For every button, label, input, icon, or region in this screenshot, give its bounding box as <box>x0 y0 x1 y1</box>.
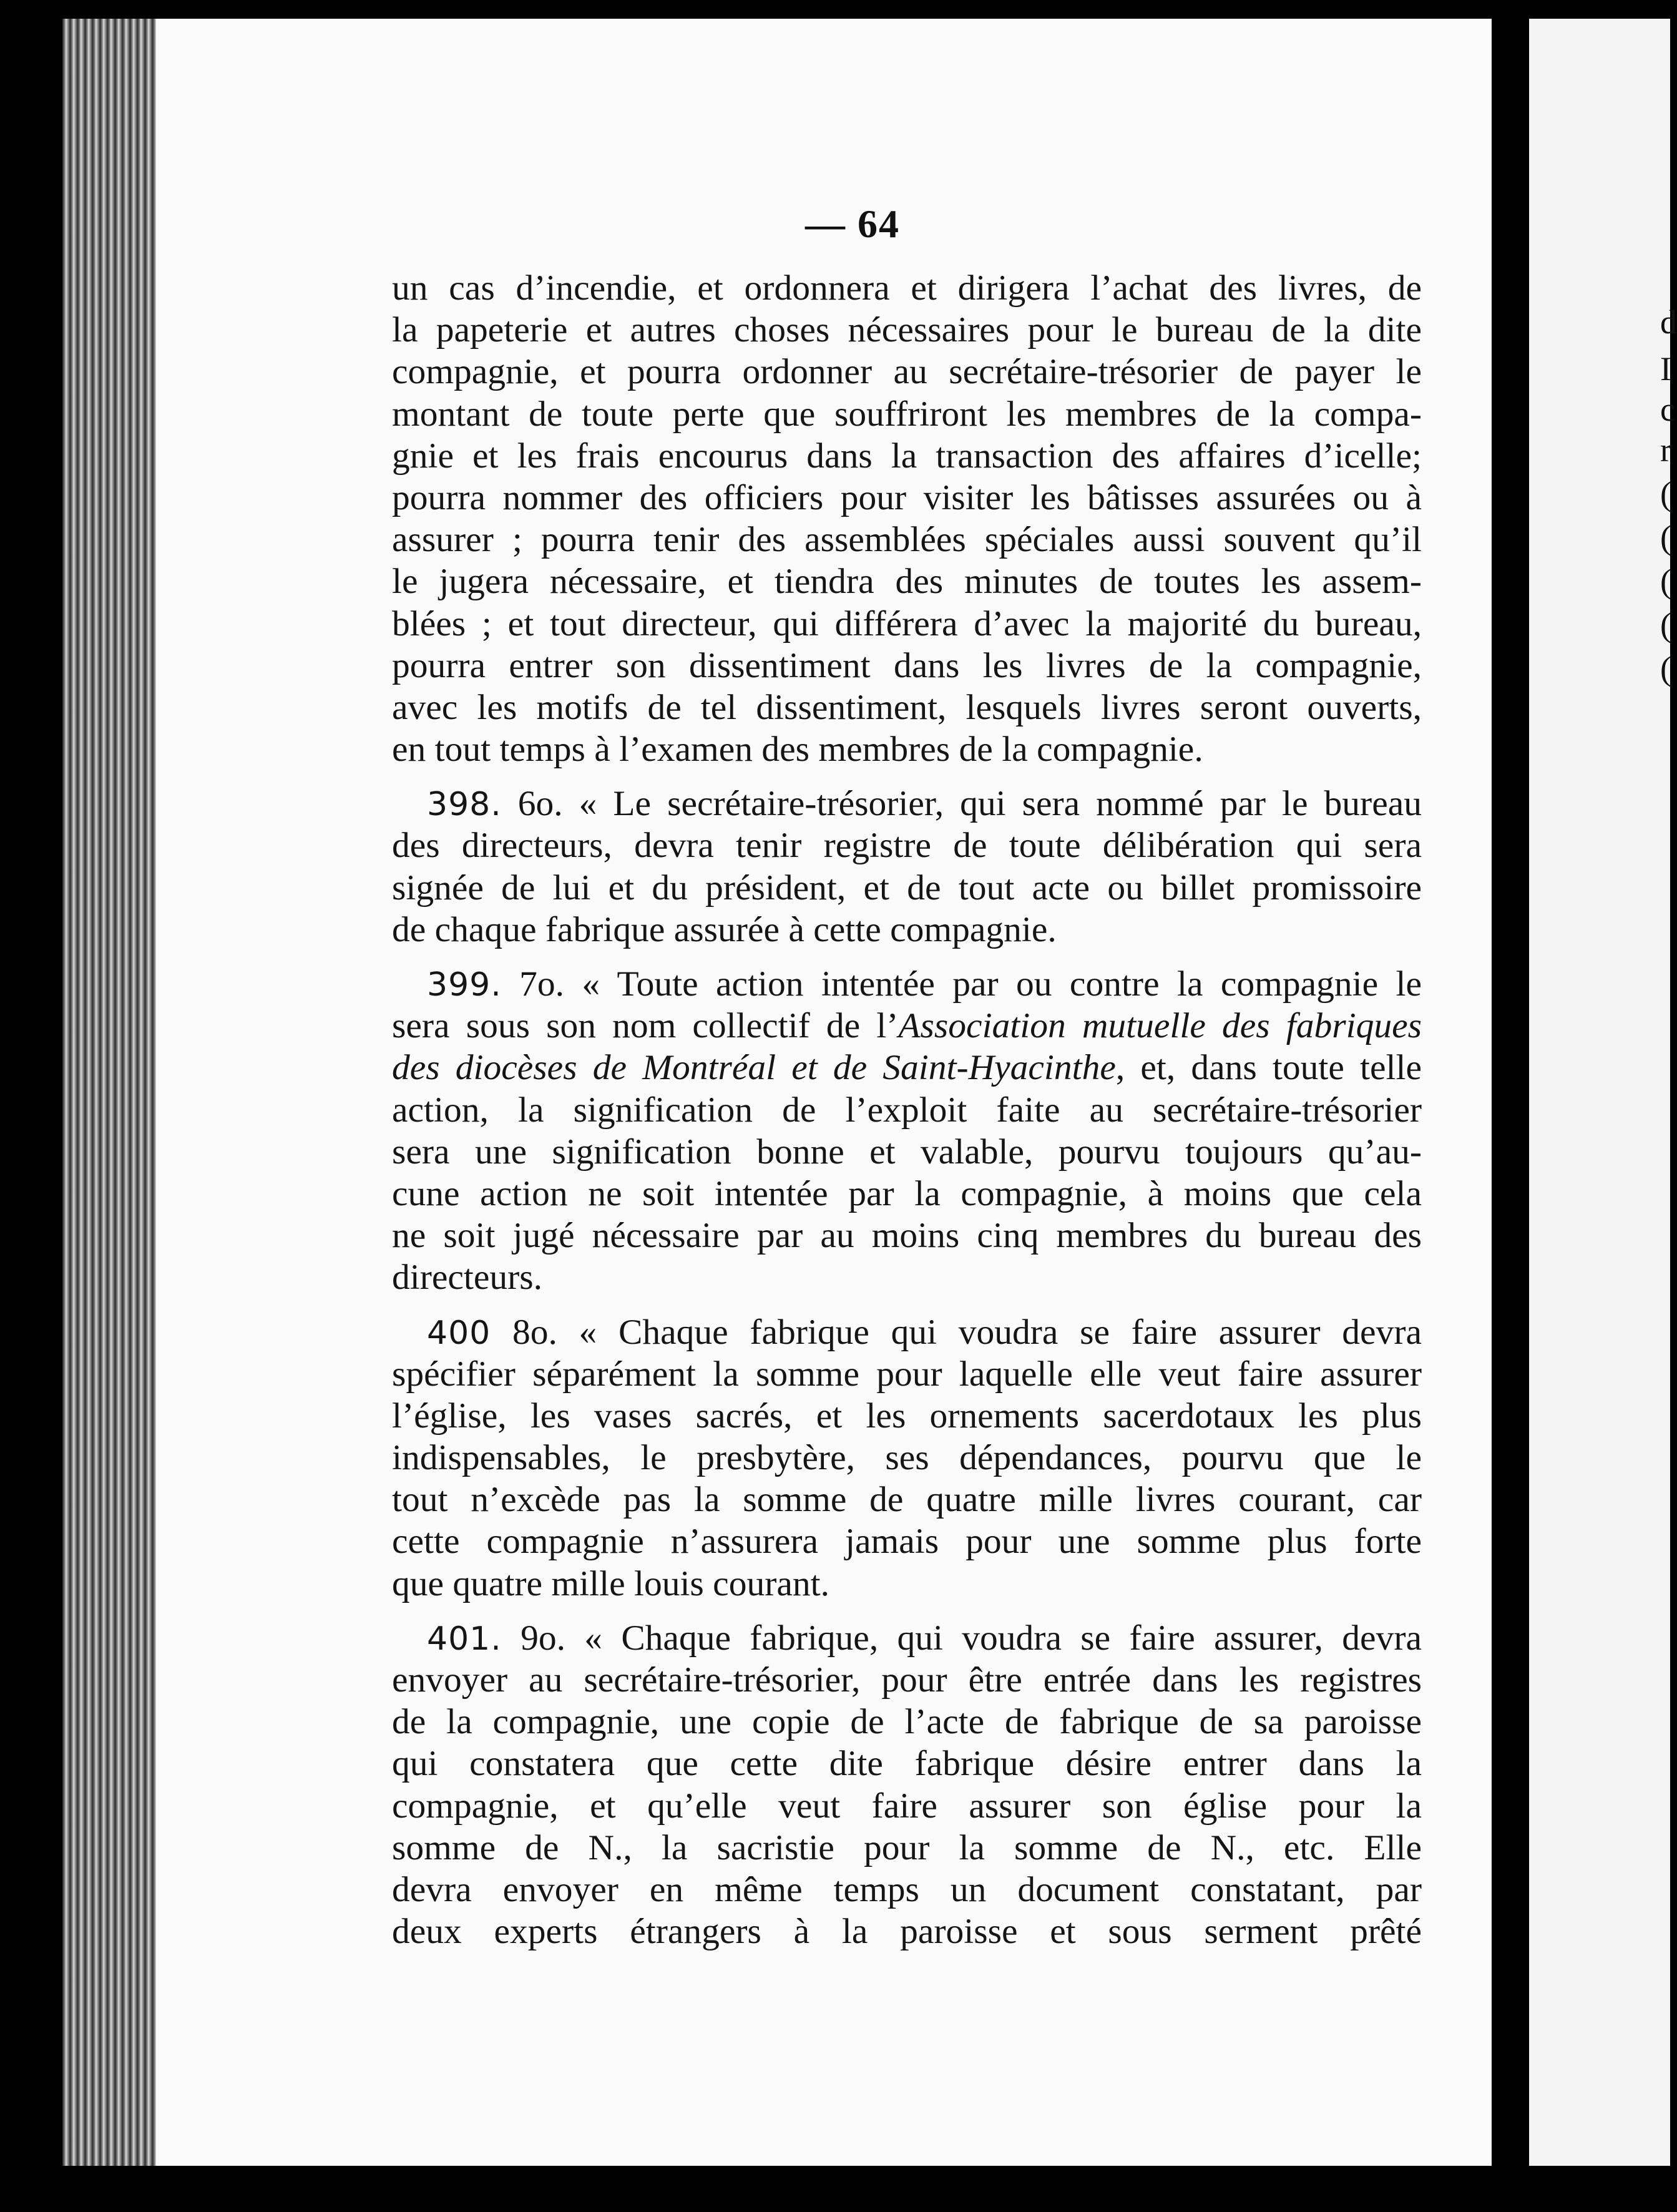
text-line: ne soit jugé nécessaire par au moins cinq membres du bureau des <box>392 1216 1422 1256</box>
text-line: directeurs. <box>392 1258 543 1298</box>
text-line: qui constatera que cette dite fabrique désire entrer dans la <box>392 1744 1422 1784</box>
text-line: compagnie, et pourra ordonner au secrétaire-trésorier de payer le <box>392 352 1422 392</box>
text-line: la papeterie et autres choses nécessaires pour le bureau de la dite <box>392 310 1422 350</box>
paragraph-400-first-line <box>392 1311 1422 1353</box>
text-line: de chaque fabrique assurée à cette compagnie. <box>392 909 1057 949</box>
text-line: que quatre mille louis courant. <box>392 1564 829 1603</box>
paragraph-number: 399. <box>427 966 502 1004</box>
text-line: sera une signification bonne et valable, pourvu toujours qu’au- <box>392 1132 1422 1172</box>
text-line: compagnie, et qu’elle veut faire assurer son église pour la <box>392 1786 1422 1826</box>
paragraph-text: 9o. « Chaque fabrique, qui voudra se faire assurer, devra <box>501 1618 1422 1658</box>
text-line: avec les motifs de tel dissentiment, lesquels livres seront ouverts, <box>392 687 1422 727</box>
facing-page-glyph: ( <box>1660 475 1671 512</box>
text-line: assurer ; pourra tenir des assemblées spéciales aussi souvent qu’il <box>392 520 1422 560</box>
text-line: envoyer au secrétaire-trésorier, pour être entrée dans les registres <box>392 1660 1422 1700</box>
facing-page-glyph: ( <box>1660 519 1671 556</box>
text-line: action, la signification de l’exploit faite au secrétaire-trésorier <box>392 1090 1422 1130</box>
facing-page-edge <box>1529 19 1677 2166</box>
text-line: en tout temps à l’examen des membres de la compagnie. <box>392 730 1203 770</box>
paragraph-number: 400 <box>427 1314 491 1352</box>
text-line: blées ; et tout directeur, qui différera d’avec la majorité du bureau, <box>392 604 1422 644</box>
text-line: gnie et les frais encourus dans la transaction des affaires d’icelle; <box>392 436 1422 476</box>
paragraph-number: 398. <box>427 786 502 824</box>
paragraph-399-first-line <box>392 963 1422 1005</box>
book-gutter <box>1495 19 1526 2166</box>
body-text <box>392 267 1422 1952</box>
text-line: devra envoyer en même temps un document constatant, par <box>392 1869 1422 1909</box>
text-line: spécifier séparément la somme pour laquelle elle veut faire assurer <box>392 1354 1422 1394</box>
paragraph-number: 401. <box>427 1620 502 1658</box>
text-line: signée de lui et du président, et de tout acte ou billet promissoire <box>392 868 1422 908</box>
paragraph-401-first-line <box>392 1617 1422 1659</box>
book-page-edges <box>62 19 162 2166</box>
text-line: indispensables, le presbytère, ses dépendances, pourvu que le <box>392 1438 1422 1478</box>
text-line: de la compagnie, une copie de l’acte de fabrique de sa paroisse <box>392 1702 1422 1742</box>
text-segment: sera sous son nom collectif de l’ <box>392 1006 899 1046</box>
facing-page-glyph: c <box>1660 391 1675 428</box>
text-line: un cas d’incendie, et ordonnera et dirigera l’achat des livres, de <box>392 268 1422 308</box>
paragraph-398-first-line <box>392 783 1422 825</box>
facing-page-glyph: ( <box>1660 606 1671 644</box>
text-segment: , et, dans toute telle <box>1115 1048 1422 1088</box>
italic-text-segment: Association mutuelle des fabriques <box>898 1006 1422 1046</box>
text-line: l’église, les vases sacrés, et les ornements sacerdotaux les plus <box>392 1396 1422 1436</box>
text-line: des directeurs, devra tenir registre de toute délibération qui sera <box>392 826 1422 866</box>
text-line: pourra nommer des officiers pour visiter les bâtisses assurées ou à <box>392 477 1422 517</box>
text-line: pourra entrer son dissentiment dans les livres de la compagnie, <box>392 645 1422 685</box>
text-line: somme de N., la sacristie pour la somme de N., etc. Elle <box>392 1828 1422 1867</box>
facing-page-glyph: I <box>1660 350 1671 388</box>
text-line: tout n’excède pas la somme de quatre mille livres courant, car <box>392 1480 1422 1520</box>
text-line: le jugera nécessaire, et tiendra des minutes de toutes les assem- <box>392 562 1422 602</box>
facing-page-glyph: ( <box>1660 650 1671 687</box>
italic-text-segment: des diocèses de Montréal et de Saint-Hyacinthe <box>392 1048 1116 1088</box>
page-number: — 64 <box>805 202 900 246</box>
facing-page-glyph: ( <box>1660 562 1671 600</box>
paragraph-text: 8o. « Chaque fabrique qui voudra se faire assurer devra <box>491 1312 1422 1352</box>
facing-page-glyph: d <box>1660 303 1677 341</box>
text-line: montant de toute perte que souffriront les membres de la compa- <box>392 394 1422 434</box>
paragraph-text: 6o. « Le secrétaire-trésorier, qui sera nommé par le bureau <box>501 784 1422 824</box>
facing-page-glyph: r <box>1660 431 1671 469</box>
text-line: cette compagnie n’assurera jamais pour une somme plus forte <box>392 1522 1422 1562</box>
text-line: cune action ne soit intentée par la compagnie, à moins que cela <box>392 1173 1422 1213</box>
paragraph-text: 7o. « Toute action intentée par ou contre la compagnie le <box>501 964 1422 1004</box>
text-line <box>392 1047 1422 1089</box>
text-line: deux experts étrangers à la paroisse et sous serment prêté <box>392 1912 1422 1952</box>
text-line <box>392 1005 1422 1047</box>
